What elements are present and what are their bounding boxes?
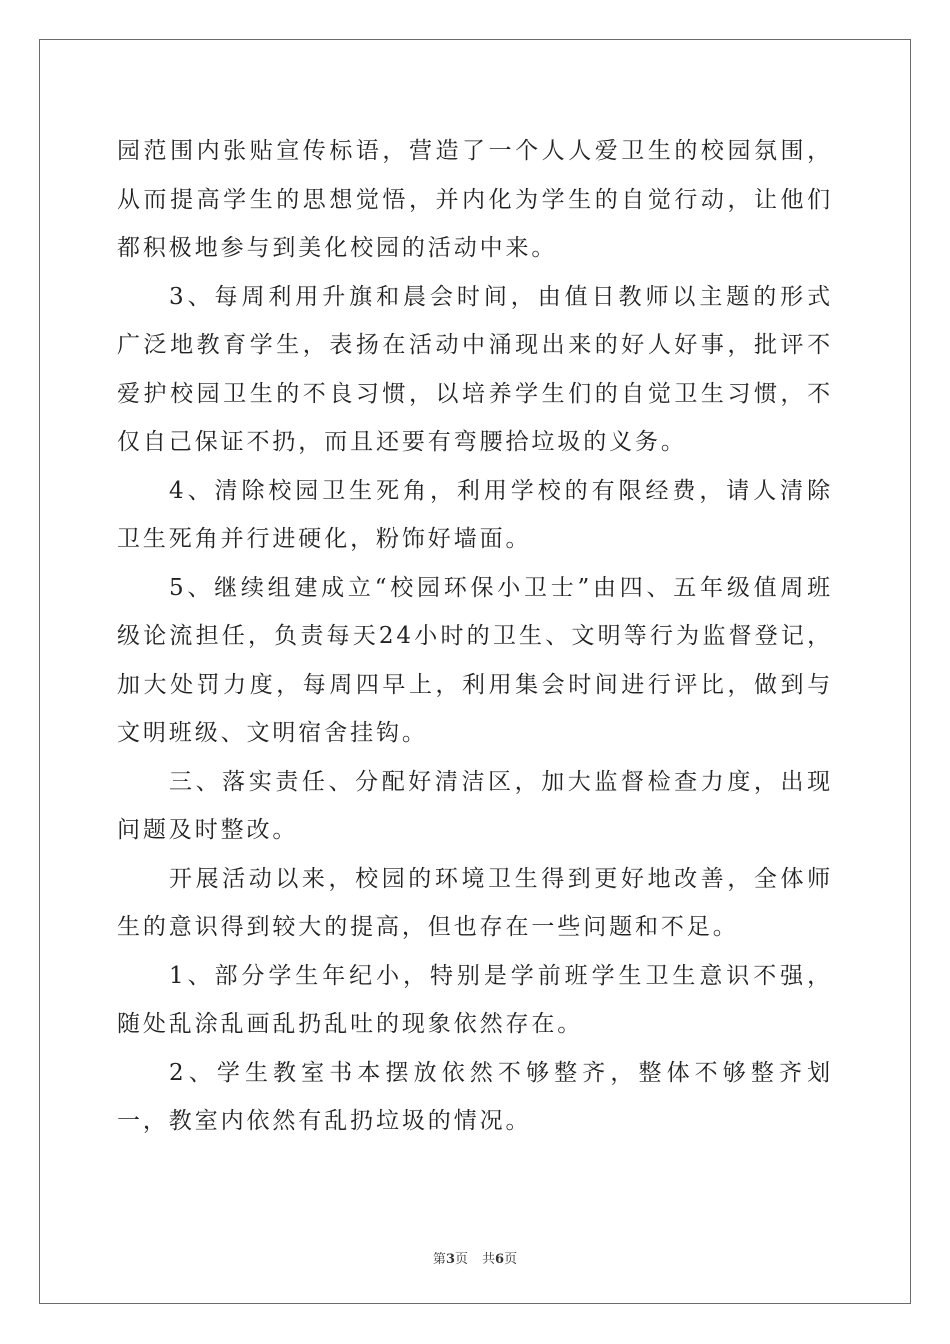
page-suffix: 页	[454, 1252, 468, 1267]
paragraph: 4、清除校园卫生死角，利用学校的有限经费，请人清除卫生死角并行进硬化，粉饰好墙面。	[117, 477, 833, 552]
total-prefix: 共	[482, 1252, 496, 1267]
paragraph: 3、每周利用升旗和晨会时间，由值日教师以主题的形式广泛地教育学生，表扬在活动中涌现出来的好人好事，批评不爱护校园卫生的不良习惯，以培养学生们的自觉卫生习惯，不仅自己保证不扔，而且还要有弯腰拾垃圾的义务。	[117, 283, 833, 455]
total-suffix: 页	[504, 1252, 518, 1267]
page-footer	[0, 1248, 950, 1267]
paragraph: 开展活动以来，校园的环境卫生得到更好地改善，全体师生的意识得到较大的提高，但也存在一些问题和不足。	[117, 865, 833, 940]
paragraph: 三、落实责任、分配好清洁区，加大监督检查力度，出现问题及时整改。	[117, 768, 833, 843]
paragraph: 2、学生教室书本摆放依然不够整齐，整体不够整齐划一，教室内依然有乱扔垃圾的情况。	[117, 1059, 833, 1134]
paragraph: 园范围内张贴宣传标语，营造了一个人人爱卫生的校园氛围，从而提高学生的思想觉悟，并内化为学生的自觉行动，让他们都积极地参与到美化校园的活动中来。	[117, 138, 833, 261]
total-pages: 6	[495, 1252, 505, 1267]
paragraph: 1、部分学生年纪小，特别是学前班学生卫生意识不强，随处乱涂乱画乱扔乱吐的现象依然存在。	[117, 962, 833, 1037]
page-number: 3	[445, 1252, 455, 1267]
paragraph: 5、继续组建成立“校园环保小卫士”由四、五年级值周班级论流担任，负责每天24小时的卫生、文明等行为监督登记，加大处罚力度，每周四早上，利用集会时间进行评比，做到与文明班级、文明宿舍挂钩。	[117, 574, 833, 746]
page-prefix: 第	[432, 1252, 446, 1267]
document-body	[117, 127, 833, 1146]
